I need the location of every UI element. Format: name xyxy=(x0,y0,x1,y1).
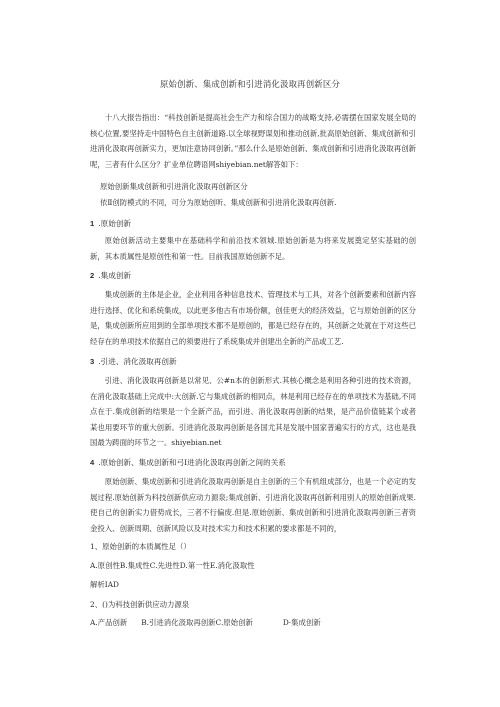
question-option: B.引进消化汲取再创新C.原始创新 xyxy=(141,618,253,627)
section-title: .原始创新、集成创新和弓Ⅰ进消化汲取再创新之间的关系 xyxy=(98,458,286,467)
question-2-stem: 2、()为科技创新供应动力源泉 xyxy=(90,600,190,609)
lead-sentence: 依Ⅱ创防模式的不同，可分为原始创听、集成创新和引进消化汲取再创新. xyxy=(100,198,337,207)
question-option: D·集成创新 xyxy=(282,618,321,627)
section-number: 3 xyxy=(90,357,95,366)
section-body-3: 引进、消化汲取再创新是以常见、公#n本的创新形式.其核心概念是利用各种引进的技术资源，在消化汲取基础上完成中:大创新.它与集成创新的相同点，林是利用已经存在的单项技术为基础,不同点在于.集成创新的结果是一个全新产品，而引进、消化汲取再创新的结果，是产品价值链某个或者某也用要环节的重大创新。引进消化汲取再创新是各国尤其是发展中国家普遍实行的方式，这也是我国最为踌面的环节之一。shiyebian.net xyxy=(90,376,416,448)
question-1-answer: 解析IAD xyxy=(90,580,119,589)
section-heading-3 xyxy=(90,356,177,367)
intro-paragraph: 十八大报告指出：“科技创新是提高社会生产力和综合国力的战略支持,必需摆在国家发展全局的核心位置,要坚持走中国特色自主创新道路.以全球视野谋划和推动创新,批高原始创新、集成创新和引进消化汲取再创新实力，更加注意协同创新。”那么什么是原始创新、集成创新和引进消化汲取再创新呢，三者有什么区分？扩业单位聘语网shiyebian.net解答如下： xyxy=(90,113,416,169)
section-number: 4 xyxy=(90,458,95,467)
section-heading-1 xyxy=(90,218,131,229)
section-title: .原始创新 xyxy=(98,219,132,228)
question-option: A.产品创新 xyxy=(90,618,128,627)
section-title: .集成创新 xyxy=(98,271,132,280)
section-body-4: 原始创新、集成创新和引进消化汲取再创新是自主创新的三个有机组成部分，也是一个必定的发展过程.原始创新为科技创新供应动力源泉;集成创新、引进消化汲取再创新利用别人的原始创新成果.使自己的创新实力借势成长，三者不行偏废.但是.原始创新、集成创新和引进消化汲取再创新三者资金投入、创新周期、创新风险以及对技术实力和技术积累的要求都是不同的， xyxy=(90,477,416,533)
section-body-2: 集成创新的主体是企业，企业利用各种信息技术、管理技术与工具，对各个创新要素和创新内容进行选择、优化和系统集成，以此更多他古有市场份额，创佳更大的经济效益，它与原始创新的区分是，集成创新所应用到的全部单项技术都不是原创的，都是已经存在的，其创新之处就在于对这些已经存在的单项技术依据自己的须要进行了系统集成并创建出全新的产品或工艺. xyxy=(90,290,416,346)
section-body-1: 原始创新活动主要集中在基础科学和前沿技术领城.原始创新是为将来发展奠定坚实基础的创新，其本质属性是原创性和第一性。目前我国原始创新不足。 xyxy=(90,236,416,261)
section-heading-2 xyxy=(90,270,131,281)
section-heading-4 xyxy=(90,457,286,468)
section-number: 1 xyxy=(90,219,95,228)
section-title: .引进、消化汲取再创新 xyxy=(98,357,177,366)
subtitle: 原始创新集成创新和引进消化汲取再创新区分 xyxy=(100,182,248,191)
question-1-stem: 1、原始创新的本质属性足（） xyxy=(90,542,191,551)
section-number: 2 xyxy=(90,271,95,280)
question-2-options xyxy=(90,617,321,628)
document-title: 原始创新、集成创新和引进消化汲取再创新区分 xyxy=(159,79,341,89)
question-option: A.原创性B.集成性C.先进性D.第一性E.消化汲取性 xyxy=(90,561,255,570)
question-1-options xyxy=(90,560,255,571)
